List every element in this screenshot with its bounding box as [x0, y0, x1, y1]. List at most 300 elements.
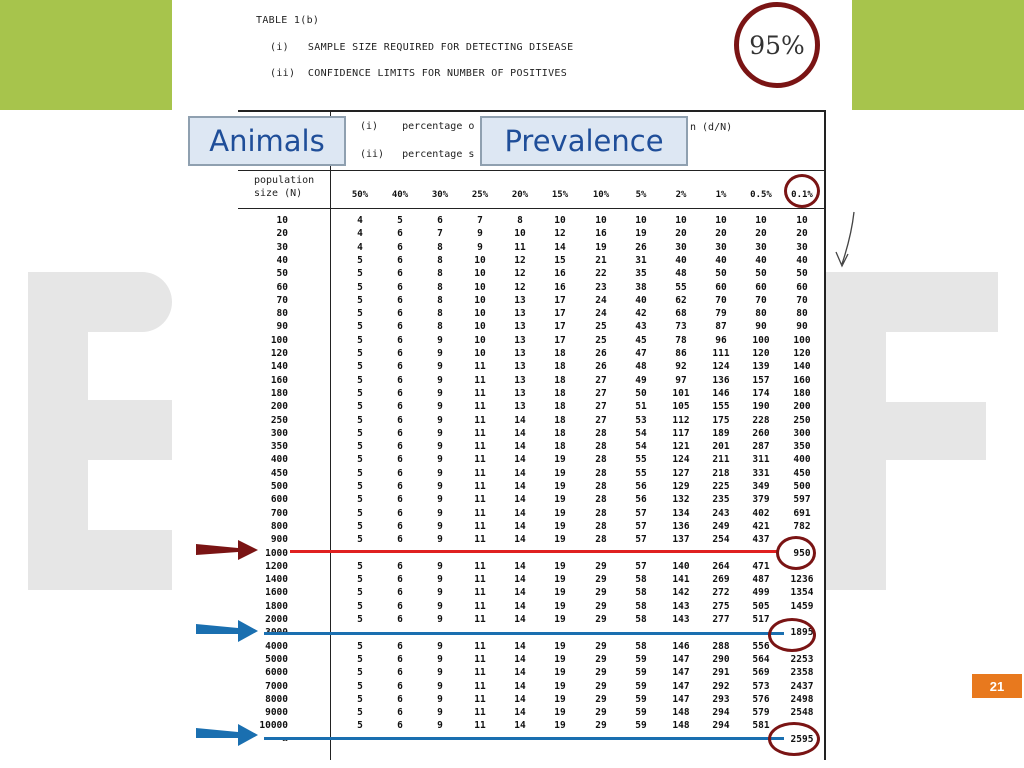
- sample-size-cell: 60: [715, 281, 727, 293]
- sample-size-cell: 5: [357, 560, 363, 572]
- sample-size-cell: 9: [477, 241, 483, 253]
- sample-size-cell: 11: [474, 720, 486, 732]
- sample-size-cell: 13: [514, 401, 526, 413]
- sample-size-cell: 25: [595, 334, 607, 346]
- sample-size-cell: 437: [752, 534, 770, 546]
- sample-size-cell: 55: [675, 281, 687, 293]
- sample-size-cell: 141: [672, 574, 690, 586]
- sample-size-cell: 11: [474, 441, 486, 453]
- sample-size-cell: 14: [514, 667, 526, 679]
- sample-size-cell: 311: [752, 454, 770, 466]
- sample-size-cell: 11: [474, 600, 486, 612]
- prevalence-column-header: 15%: [551, 190, 569, 200]
- sample-size-cell: 400: [793, 454, 811, 466]
- sample-size-cell: 569: [752, 667, 770, 679]
- sample-size-cell: 5: [357, 667, 363, 679]
- highlight-line-1000: [290, 550, 778, 553]
- sample-size-cell: 6: [397, 707, 403, 719]
- sample-size-cell: 9: [437, 720, 443, 732]
- sample-size-cell: 5: [357, 640, 363, 652]
- sample-size-cell: 86: [675, 348, 687, 359]
- sample-size-cell: 19: [554, 467, 566, 479]
- sample-size-cell: 180: [793, 387, 811, 399]
- sample-size-cell: 9: [437, 574, 443, 586]
- sample-size-cell: 57: [635, 507, 647, 519]
- sample-size-cell: 2595: [790, 733, 814, 745]
- sample-size-cell: 6: [397, 401, 403, 413]
- sample-size-cell: 5: [357, 294, 363, 306]
- sample-size-cell: 9: [437, 348, 443, 359]
- sample-size-cell: 28: [595, 467, 607, 479]
- sample-size-cell: 17: [554, 321, 566, 333]
- sample-size-cell: 10: [635, 215, 647, 226]
- population-size-cell: 6000: [265, 667, 288, 679]
- sample-size-cell: 294: [712, 707, 730, 719]
- sample-size-cell: 402: [752, 507, 770, 519]
- sample-size-cell: 148: [672, 720, 690, 732]
- sample-size-cell: 11: [474, 587, 486, 599]
- sample-size-cell: 40: [715, 254, 727, 266]
- sample-size-cell: 14: [514, 494, 526, 506]
- sample-size-cell: 58: [635, 614, 647, 625]
- sample-size-cell: 5: [357, 520, 363, 532]
- sample-size-cell: 56: [635, 481, 647, 492]
- sample-size-cell: 2498: [790, 693, 814, 705]
- sample-size-cell: 225: [712, 481, 730, 492]
- sample-size-cell: 19: [554, 667, 566, 679]
- sample-size-cell: 97: [675, 374, 687, 386]
- sample-size-cell: 10: [474, 348, 486, 359]
- sample-size-cell: 18: [554, 401, 566, 413]
- sample-size-cell: 59: [635, 693, 647, 705]
- sample-size-cell: 9: [437, 707, 443, 719]
- sample-size-cell: 16: [554, 281, 566, 293]
- population-size-cell: 8000: [265, 693, 288, 705]
- sample-size-cell: 9: [437, 414, 443, 426]
- sample-size-cell: 290: [712, 653, 730, 665]
- prevalence-column-header: 50%: [351, 190, 369, 200]
- sample-size-cell: 129: [672, 481, 690, 492]
- sample-size-cell: 30: [675, 241, 687, 253]
- sample-size-cell: 147: [672, 653, 690, 665]
- sample-size-cell: 19: [554, 720, 566, 732]
- sample-size-cell: 243: [712, 507, 730, 519]
- sample-size-cell: 17: [554, 334, 566, 346]
- sample-size-cell: 26: [595, 348, 607, 359]
- sample-size-cell: 11: [474, 507, 486, 519]
- sample-size-cell: 5: [357, 308, 363, 320]
- sample-size-cell: 9: [437, 387, 443, 399]
- sample-size-cell: 5: [357, 693, 363, 705]
- sample-size-cell: 59: [635, 707, 647, 719]
- sample-size-cell: 6: [397, 693, 403, 705]
- sample-size-cell: 28: [595, 520, 607, 532]
- sample-size-cell: 175: [712, 414, 730, 426]
- population-size-cell: 2000: [265, 614, 288, 625]
- circle-value-2595: [768, 722, 820, 756]
- population-size-cell: 1200: [265, 560, 288, 572]
- sample-size-cell: 564: [752, 653, 770, 665]
- table-top-border: [238, 110, 826, 112]
- sample-size-cell: 14: [514, 693, 526, 705]
- sample-size-cell: 6: [397, 441, 403, 453]
- circle-0-1-percent: [784, 174, 820, 208]
- sample-size-cell: 18: [554, 361, 566, 373]
- sample-size-cell: 13: [514, 321, 526, 333]
- sample-size-cell: 6: [397, 534, 403, 546]
- sample-size-cell: 9: [437, 560, 443, 572]
- sample-size-cell: 6: [397, 308, 403, 320]
- sample-size-cell: 9: [437, 334, 443, 346]
- sample-size-cell: 500: [793, 481, 811, 492]
- sample-size-cell: 287: [752, 441, 770, 453]
- subheader-row2-prefix: (ii) percentage s: [360, 149, 475, 160]
- sample-size-cell: 5: [357, 653, 363, 665]
- sample-size-cell: 9: [477, 228, 483, 240]
- sample-size-cell: 60: [755, 281, 767, 293]
- prevalence-column-header: 1%: [715, 190, 727, 200]
- prevalence-column-header: 2%: [675, 190, 687, 200]
- sample-size-cell: 19: [554, 653, 566, 665]
- sample-size-cell: 10: [474, 254, 486, 266]
- sample-size-cell: 147: [672, 667, 690, 679]
- population-size-cell: 10000: [259, 720, 288, 732]
- sample-size-cell: 29: [595, 587, 607, 599]
- sample-size-cell: 6: [397, 560, 403, 572]
- sample-size-cell: 11: [474, 534, 486, 546]
- sample-size-cell: 70: [755, 294, 767, 306]
- sample-size-cell: 11: [474, 653, 486, 665]
- sample-size-cell: 14: [514, 653, 526, 665]
- sample-size-cell: 14: [514, 560, 526, 572]
- sample-size-cell: 6: [397, 414, 403, 426]
- population-size-cell: 100: [270, 334, 288, 346]
- sample-size-cell: 48: [675, 268, 687, 280]
- population-size-cell: 9000: [265, 707, 288, 719]
- sample-size-cell: 275: [712, 600, 730, 612]
- sample-size-cell: 331: [752, 467, 770, 479]
- sample-size-cell: 29: [595, 560, 607, 572]
- sample-size-cell: 5: [357, 507, 363, 519]
- sample-size-cell: 10: [474, 294, 486, 306]
- sample-size-cell: 28: [595, 494, 607, 506]
- population-size-cell: 40: [276, 254, 288, 266]
- sample-size-cell: 26: [635, 241, 647, 253]
- subheader-row1-prefix: (i) percentage o: [360, 121, 475, 132]
- sample-size-cell: 6: [397, 467, 403, 479]
- sample-size-cell: 14: [514, 481, 526, 492]
- sample-size-cell: 55: [635, 454, 647, 466]
- sample-size-cell: 14: [514, 520, 526, 532]
- sample-size-cell: 148: [672, 707, 690, 719]
- sample-size-cell: 124: [672, 454, 690, 466]
- sample-size-cell: 228: [752, 414, 770, 426]
- sample-size-cell: 6: [397, 614, 403, 625]
- green-banner-left: [0, 0, 172, 110]
- sample-size-cell: 18: [554, 348, 566, 359]
- sample-size-cell: 9: [437, 667, 443, 679]
- population-size-cell: 30: [276, 241, 288, 253]
- sample-size-cell: 40: [635, 294, 647, 306]
- sample-size-cell: 50: [715, 268, 727, 280]
- population-size-cell: 80: [276, 308, 288, 320]
- sample-size-cell: 30: [715, 241, 727, 253]
- prevalence-column-header: 5%: [635, 190, 647, 200]
- sample-size-cell: 132: [672, 494, 690, 506]
- sample-size-cell: 28: [595, 507, 607, 519]
- sample-size-cell: 127: [672, 467, 690, 479]
- sample-size-cell: 147: [672, 680, 690, 692]
- sample-size-cell: 29: [595, 600, 607, 612]
- sample-size-cell: 28: [595, 534, 607, 546]
- arrow-infinity-icon: [196, 724, 260, 748]
- sample-size-cell: 14: [514, 574, 526, 586]
- sample-size-cell: 1895: [790, 627, 814, 639]
- sample-size-cell: 31: [635, 254, 647, 266]
- sample-size-cell: 5: [357, 494, 363, 506]
- sample-size-cell: 5: [397, 215, 403, 226]
- sample-size-cell: 5: [357, 334, 363, 346]
- sample-size-cell: 23: [595, 281, 607, 293]
- sample-size-cell: 11: [474, 401, 486, 413]
- sample-size-cell: 6: [397, 587, 403, 599]
- population-size-cell: 160: [270, 374, 288, 386]
- sample-size-cell: 9: [437, 401, 443, 413]
- sample-size-cell: 11: [474, 374, 486, 386]
- sample-size-cell: 20: [755, 228, 767, 240]
- sample-size-cell: 19: [554, 600, 566, 612]
- sample-size-cell: 487: [752, 574, 770, 586]
- sample-size-cell: 50: [635, 387, 647, 399]
- sample-size-cell: 2253: [790, 653, 814, 665]
- sample-size-cell: 160: [793, 374, 811, 386]
- sample-size-cell: 2437: [790, 680, 814, 692]
- sample-size-cell: 8: [437, 281, 443, 293]
- prevalence-column-header: 25%: [471, 190, 489, 200]
- sample-size-cell: 6: [397, 241, 403, 253]
- sample-size-cell: 19: [554, 587, 566, 599]
- sample-size-cell: 6: [397, 281, 403, 293]
- prevalence-column-header: 10%: [592, 190, 610, 200]
- sample-size-cell: 134: [672, 507, 690, 519]
- sample-size-cell: 101: [672, 387, 690, 399]
- sample-size-cell: 291: [712, 667, 730, 679]
- sample-size-cell: 5: [357, 374, 363, 386]
- sample-size-cell: 11: [474, 414, 486, 426]
- population-size-cell: 180: [270, 387, 288, 399]
- sample-size-cell: 14: [514, 707, 526, 719]
- sample-size-cell: 14: [514, 534, 526, 546]
- sample-size-cell: 189: [712, 427, 730, 439]
- sample-size-cell: 5: [357, 467, 363, 479]
- population-size-cell: 700: [270, 507, 288, 519]
- highlight-line-infinity: [264, 737, 784, 740]
- sample-size-cell: 48: [635, 361, 647, 373]
- population-size-cell: 300: [270, 427, 288, 439]
- sample-size-cell: 9: [437, 361, 443, 373]
- sample-size-cell: 5: [357, 401, 363, 413]
- population-size-cell: 120: [270, 348, 288, 359]
- sample-size-cell: 20: [796, 228, 808, 240]
- sample-size-cell: 50: [796, 268, 808, 280]
- sample-size-cell: 57: [635, 560, 647, 572]
- sample-size-cell: 235: [712, 494, 730, 506]
- sample-size-cell: 5: [357, 361, 363, 373]
- sample-size-cell: 29: [595, 574, 607, 586]
- sample-size-cell: 11: [474, 427, 486, 439]
- sample-size-cell: 14: [514, 640, 526, 652]
- sample-size-cell: 120: [752, 348, 770, 359]
- sample-size-cell: 5: [357, 534, 363, 546]
- sample-size-cell: 6: [397, 667, 403, 679]
- arrow-1000-icon: [196, 538, 260, 562]
- sample-size-cell: 19: [554, 481, 566, 492]
- sample-size-cell: 143: [672, 600, 690, 612]
- sample-size-cell: 11: [474, 680, 486, 692]
- sample-size-cell: 11: [474, 467, 486, 479]
- sample-size-cell: 30: [796, 241, 808, 253]
- sample-size-cell: 38: [635, 281, 647, 293]
- sample-size-cell: 16: [595, 228, 607, 240]
- sample-size-cell: 40: [796, 254, 808, 266]
- sample-size-cell: 6: [397, 321, 403, 333]
- sample-size-cell: 288: [712, 640, 730, 652]
- sample-size-cell: 62: [675, 294, 687, 306]
- sample-size-cell: 12: [514, 268, 526, 280]
- sample-size-cell: 11: [514, 241, 526, 253]
- sample-size-cell: 58: [635, 640, 647, 652]
- sample-size-cell: 6: [397, 720, 403, 732]
- table-header-divider: [238, 208, 826, 209]
- sample-size-cell: 92: [675, 361, 687, 373]
- sample-size-cell: 20: [675, 228, 687, 240]
- sample-size-cell: 29: [595, 653, 607, 665]
- sample-size-cell: 6: [397, 334, 403, 346]
- sample-size-cell: 505: [752, 600, 770, 612]
- sample-size-cell: 10: [474, 268, 486, 280]
- sample-size-cell: 155: [712, 401, 730, 413]
- sample-size-cell: 11: [474, 520, 486, 532]
- sample-size-cell: 19: [554, 640, 566, 652]
- sample-size-cell: 10: [715, 215, 727, 226]
- sample-size-cell: 9: [437, 640, 443, 652]
- population-size-cell: 1000: [265, 547, 288, 559]
- sample-size-cell: 5: [357, 454, 363, 466]
- sample-size-cell: 12: [514, 281, 526, 293]
- sample-size-cell: 6: [397, 387, 403, 399]
- sample-size-cell: 140: [793, 361, 811, 373]
- sample-size-cell: 9: [437, 427, 443, 439]
- header-line-2: (ii) CONFIDENCE LIMITS FOR NUMBER OF POSITIVES: [270, 68, 568, 79]
- sample-size-cell: 8: [437, 294, 443, 306]
- sample-size-cell: 11: [474, 387, 486, 399]
- sample-size-cell: 140: [672, 560, 690, 572]
- sample-size-cell: 14: [514, 414, 526, 426]
- sample-size-cell: 11: [474, 454, 486, 466]
- highlight-line-3000: [264, 632, 784, 635]
- sample-size-cell: 57: [635, 534, 647, 546]
- sample-size-cell: 8: [437, 254, 443, 266]
- page-number: 21: [972, 674, 1022, 698]
- sample-size-cell: 10: [595, 215, 607, 226]
- arrow-3000-icon: [196, 620, 260, 644]
- population-size-cell: 60: [276, 281, 288, 293]
- population-size-cell: 1800: [265, 600, 288, 612]
- sample-size-cell: 24: [595, 294, 607, 306]
- sample-size-cell: 597: [793, 494, 811, 506]
- sample-size-cell: 5: [357, 414, 363, 426]
- sample-size-cell: 277: [712, 614, 730, 625]
- sample-size-cell: 1459: [790, 600, 814, 612]
- sample-size-cell: 14: [514, 587, 526, 599]
- sample-size-cell: 87: [715, 321, 727, 333]
- population-size-cell: 450: [270, 467, 288, 479]
- prevalence-column-header: 0.1%: [791, 190, 813, 200]
- sample-size-cell: 9: [437, 481, 443, 492]
- population-size-cell: 10: [276, 215, 288, 226]
- sample-size-cell: 28: [595, 441, 607, 453]
- sample-size-cell: 11: [474, 481, 486, 492]
- handwritten-arrow-icon: [834, 210, 860, 272]
- sample-size-cell: 250: [793, 414, 811, 426]
- sample-size-cell: 6: [397, 254, 403, 266]
- sample-size-cell: 9: [437, 534, 443, 546]
- sample-size-cell: 136: [672, 520, 690, 532]
- sample-size-cell: 100: [793, 334, 811, 346]
- sample-size-cell: 254: [712, 534, 730, 546]
- sample-size-cell: 6: [397, 640, 403, 652]
- sample-size-cell: 13: [514, 348, 526, 359]
- sample-size-cell: 1354: [790, 587, 814, 599]
- confidence-badge: 95%: [734, 2, 820, 88]
- sample-size-cell: 450: [793, 467, 811, 479]
- sample-size-cell: 174: [752, 387, 770, 399]
- sample-size-cell: 43: [635, 321, 647, 333]
- sample-size-cell: 13: [514, 334, 526, 346]
- sample-size-cell: 29: [595, 720, 607, 732]
- sample-size-cell: 19: [554, 693, 566, 705]
- sample-size-cell: 19: [554, 707, 566, 719]
- prevalence-column-header: 20%: [511, 190, 529, 200]
- sample-size-cell: 157: [752, 374, 770, 386]
- sample-size-cell: 12: [554, 228, 566, 240]
- sample-size-cell: 6: [397, 520, 403, 532]
- sample-size-cell: 19: [554, 520, 566, 532]
- sample-size-cell: 12: [514, 254, 526, 266]
- sample-size-cell: 40: [755, 254, 767, 266]
- population-size-cell: 50: [276, 268, 288, 280]
- population-size-cell: 800: [270, 520, 288, 532]
- sample-size-cell: 6: [397, 653, 403, 665]
- sample-size-cell: 5: [357, 614, 363, 625]
- population-size-cell: 4000: [265, 640, 288, 652]
- sample-size-cell: 19: [554, 454, 566, 466]
- sample-size-cell: 1236: [790, 574, 814, 586]
- sample-size-cell: 56: [635, 494, 647, 506]
- sample-size-cell: 68: [675, 308, 687, 320]
- sample-size-cell: 17: [554, 294, 566, 306]
- sample-size-cell: 260: [752, 427, 770, 439]
- sample-size-cell: 201: [712, 441, 730, 453]
- prevalence-column-header: 40%: [391, 190, 409, 200]
- sample-size-cell: 14: [514, 507, 526, 519]
- sample-size-cell: 70: [715, 294, 727, 306]
- population-label: population: [254, 175, 315, 186]
- sample-size-cell: 10: [554, 215, 566, 226]
- sample-size-cell: 6: [397, 348, 403, 359]
- sample-size-cell: 6: [397, 494, 403, 506]
- prevalence-label: Prevalence: [480, 116, 688, 166]
